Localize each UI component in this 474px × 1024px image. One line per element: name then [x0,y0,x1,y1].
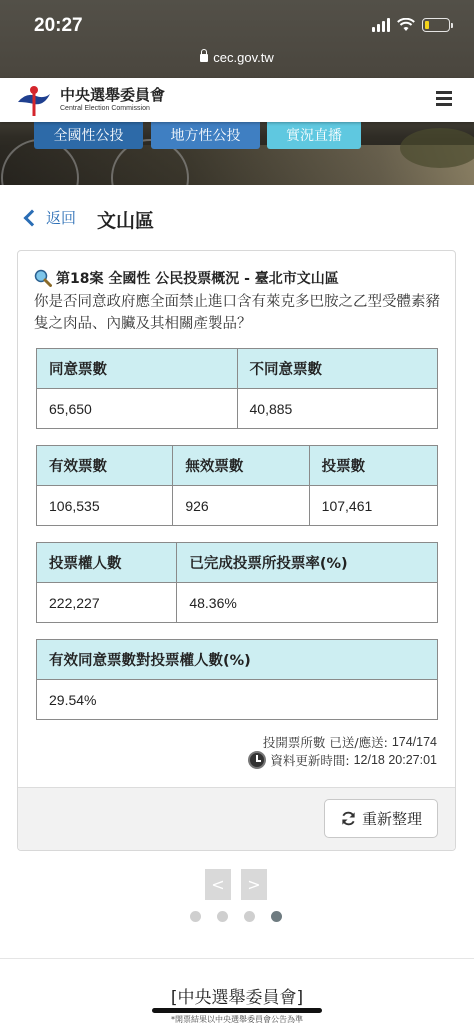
home-indicator [152,1008,322,1013]
page-dot-active[interactable] [271,911,282,922]
next-page-button[interactable]: > [241,869,267,900]
stations-value: 174/174 [391,735,437,749]
pagination-dots [190,911,282,922]
agree-votes-header: 同意票數 [37,349,238,389]
nav-local-label: 地方性公投 [170,127,241,144]
org-name-en: Central Election Commission [60,105,150,112]
total-votes-header: 投票數 [309,446,437,486]
page-dot[interactable] [217,911,228,922]
votes-table [36,348,438,429]
invalid-votes-header: 無效票數 [173,446,309,486]
footer-title: [中央選舉委員會] [170,988,304,1008]
stations-label: 投開票所數 已送/應送: [262,735,388,750]
prev-page-button[interactable]: < [205,869,231,900]
org-name: 中央選舉委員會 [60,86,166,104]
agree-ratio-table [36,639,438,720]
hamburger-menu-icon[interactable] [436,91,452,107]
back-label: 返回 [46,209,77,227]
browser-chrome [0,0,474,78]
clock-icon [248,751,266,769]
eligible-voters-value: 222,227 [37,583,177,623]
refresh-button[interactable] [324,799,438,838]
wifi-icon [397,18,415,32]
page-title: 文山區 [97,210,155,232]
disagree-votes-value: 40,885 [237,389,438,429]
cellular-signal-icon [372,18,390,32]
refresh-label: 重新整理 [361,810,422,828]
panel-footer [18,787,455,850]
url-bar[interactable] [0,50,474,65]
page-dot[interactable] [244,911,255,922]
chevron-left-icon [24,209,41,226]
agree-ratio-header: 有效同意票數對投票權人數(%) [37,640,438,680]
referendum-panel [17,250,456,851]
status-time: 20:27 [34,15,83,36]
back-button[interactable] [22,207,76,228]
lock-icon [200,54,208,62]
referendum-question: 你是否同意政府應全面禁止進口含有萊克多巴胺之乙型受體素豬隻之肉品、內臟及其相關產製品？ [34,294,440,332]
cec-logo-icon [16,82,52,118]
refresh-icon [340,810,357,827]
footer-note: *開票結果以中央選舉委員會公告為準 [171,1015,303,1024]
turnout-rate-header: 已完成投票所投票率(%) [177,543,438,583]
nav-live-broadcast[interactable] [267,120,361,149]
valid-votes-value: 106,535 [37,486,173,526]
eligible-voters-header: 投票權人數 [37,543,177,583]
invalid-votes-value: 926 [173,486,309,526]
ballots-table [36,445,438,526]
updated-label: 資料更新時間: [270,753,350,768]
magnifier-icon [34,269,52,287]
total-votes-value: 107,461 [309,486,437,526]
stations-reported [263,733,437,751]
battery-icon [422,18,450,32]
case-title: 第18案 全國性 公民投票概況 - 臺北市文山區 [56,271,339,287]
status-icons [372,18,450,32]
case-heading [34,268,339,288]
updated-value: 12/18 20:27:01 [353,753,437,767]
site-header [0,78,474,122]
nav-local-referendum[interactable] [151,120,260,149]
page-dot[interactable] [190,911,201,922]
nav-national-label: 全國性公投 [53,127,124,144]
nav-national-referendum[interactable] [34,120,143,149]
update-time [248,751,437,769]
url-text: cec.gov.tw [213,50,274,65]
valid-votes-header: 有效票數 [37,446,173,486]
nav-live-label: 實況直播 [286,127,342,144]
turnout-table [36,542,438,623]
agree-ratio-value: 29.54% [37,680,438,720]
agree-votes-value: 65,650 [37,389,238,429]
turnout-rate-value: 48.36% [177,583,438,623]
footer-divider [0,958,474,959]
disagree-votes-header: 不同意票數 [237,349,438,389]
